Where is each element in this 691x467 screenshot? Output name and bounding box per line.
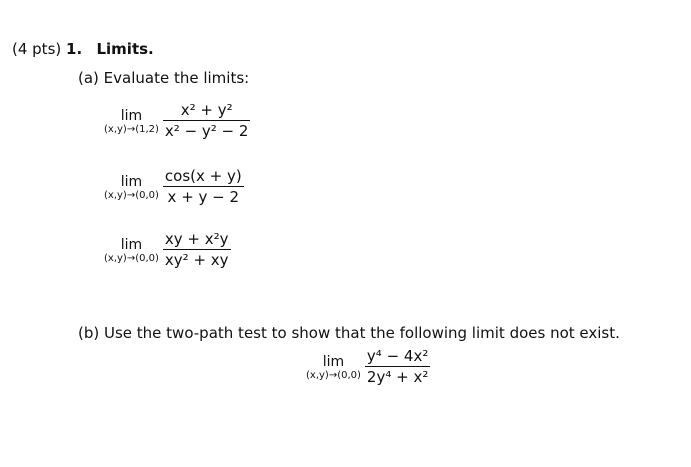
- lim-word: lim: [120, 237, 143, 253]
- fraction: [163, 167, 244, 206]
- limit-approach: (x,y)→(0,0): [104, 190, 159, 201]
- limit-expression-1: [104, 101, 250, 140]
- points-label: (4 pts): [12, 40, 62, 58]
- limit-approach: (x,y)→(0,0): [306, 370, 361, 381]
- numerator: x² + y²: [180, 101, 233, 119]
- limit-expression-2: [104, 167, 244, 206]
- problem-header: [12, 40, 154, 58]
- limit-operator: [104, 175, 159, 202]
- numerator: xy + x²y: [164, 230, 229, 248]
- limit-expression-3: [104, 230, 231, 269]
- limit-expression-4: [306, 347, 430, 386]
- lim-word: lim: [120, 174, 143, 190]
- numerator: cos(x + y): [164, 167, 242, 185]
- limit-approach: (x,y)→(0,0): [104, 253, 159, 264]
- limit-approach: (x,y)→(1,2): [104, 124, 159, 135]
- lim-word: lim: [120, 108, 143, 124]
- fraction: [163, 101, 251, 140]
- problem-number: 1.: [66, 40, 83, 58]
- limit-operator: [104, 238, 159, 265]
- part-b-label: (b) Use the two-path test to show that the following limit does not exist.: [78, 324, 620, 342]
- numerator: y⁴ − 4x²: [366, 347, 429, 365]
- denominator: xy² + xy: [164, 251, 229, 269]
- fraction: [365, 347, 430, 386]
- lim-word: lim: [322, 354, 345, 370]
- part-a-label: (a) Evaluate the limits:: [78, 69, 250, 87]
- limit-operator: [104, 109, 159, 136]
- fraction: [163, 230, 231, 269]
- denominator: x + y − 2: [167, 188, 240, 206]
- problem-title: Limits.: [96, 40, 154, 58]
- denominator: 2y⁴ + x²: [366, 368, 429, 386]
- denominator: x² − y² − 2: [164, 122, 249, 140]
- limit-operator: [306, 355, 361, 382]
